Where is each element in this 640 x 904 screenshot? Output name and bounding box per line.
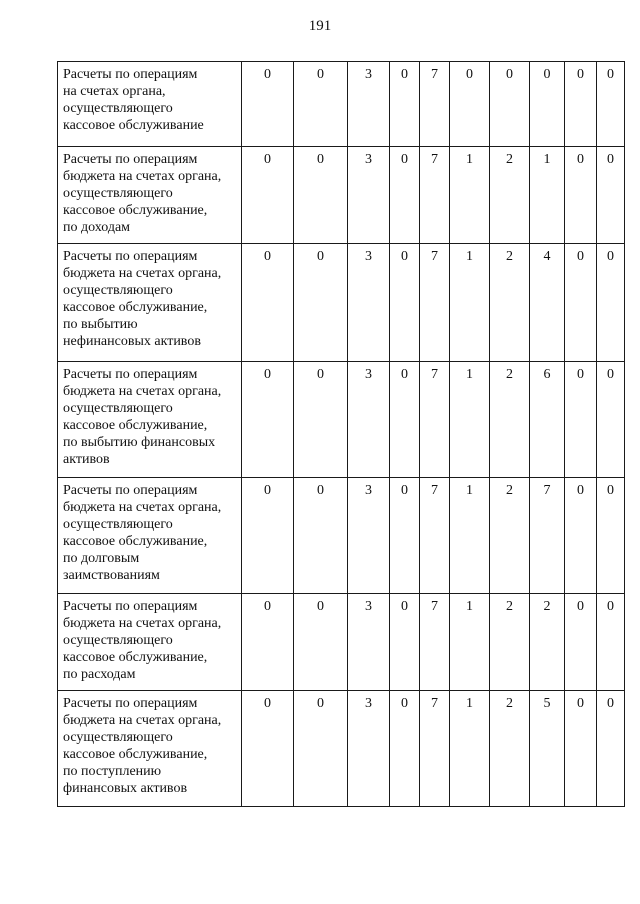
account-code-digit-cell: 0 [597, 244, 625, 362]
account-code-digit-cell: 0 [294, 244, 348, 362]
account-description-line: кассовое обслуживание, [63, 418, 208, 433]
account-description-cell [58, 244, 242, 362]
account-code-digit-cell: 0 [597, 691, 625, 807]
account-code-digit-cell: 2 [490, 478, 530, 594]
account-description-line: Расчеты по операциям [63, 696, 198, 711]
account-code-digit-cell: 0 [565, 62, 597, 147]
account-code-digit-cell: 0 [242, 244, 294, 362]
account-code-digit-cell: 3 [348, 594, 390, 691]
account-code-digit-cell: 0 [565, 594, 597, 691]
account-description-line: кассовое обслуживание, [63, 203, 208, 218]
account-code-digit-cell: 7 [420, 244, 450, 362]
table-row [58, 147, 625, 244]
account-code-digit-cell: 1 [450, 478, 490, 594]
account-code-digit-cell: 0 [294, 62, 348, 147]
account-description-line: кассовое обслуживание, [63, 747, 208, 762]
account-description-line: по поступлению [63, 764, 162, 779]
account-description-line: бюджета на счетах органа, [63, 169, 222, 184]
account-code-digit-cell: 5 [530, 691, 565, 807]
account-description-line: активов [63, 452, 110, 467]
account-code-digit-cell: 0 [597, 478, 625, 594]
account-code-digit-cell: 0 [390, 691, 420, 807]
account-code-digit-cell: 0 [597, 594, 625, 691]
account-code-digit-cell: 7 [420, 594, 450, 691]
account-code-digit-cell: 3 [348, 244, 390, 362]
account-code-digit-cell: 0 [242, 594, 294, 691]
account-code-digit-cell: 0 [294, 478, 348, 594]
account-code-digit-cell: 0 [597, 147, 625, 244]
account-code-digit-cell: 2 [490, 691, 530, 807]
account-code-digit-cell: 1 [450, 362, 490, 478]
account-description-cell [58, 594, 242, 691]
account-description-line: осуществляющего [63, 517, 173, 532]
account-description-line: финансовых активов [63, 781, 188, 796]
account-description-line: заимствованиям [63, 568, 160, 583]
account-code-digit-cell: 0 [490, 62, 530, 147]
account-code-digit-cell: 0 [242, 691, 294, 807]
account-description-cell [58, 62, 242, 147]
account-code-digit-cell: 0 [242, 147, 294, 244]
account-code-digit-cell: 3 [348, 62, 390, 147]
account-description-line: Расчеты по операциям [63, 483, 198, 498]
account-code-digit-cell: 2 [490, 594, 530, 691]
account-code-digit-cell: 7 [420, 62, 450, 147]
account-code-digit-cell: 0 [390, 147, 420, 244]
account-code-digit-cell: 1 [450, 691, 490, 807]
account-code-digit-cell: 0 [565, 362, 597, 478]
table-row [58, 362, 625, 478]
account-description-line: Расчеты по операциям [63, 367, 198, 382]
account-code-digit-cell: 0 [450, 62, 490, 147]
account-code-digit-cell: 0 [597, 362, 625, 478]
account-code-digit-cell: 2 [490, 244, 530, 362]
account-description-line: бюджета на счетах органа, [63, 384, 222, 399]
account-description-line: по доходам [63, 220, 131, 235]
account-code-digit-cell: 0 [294, 691, 348, 807]
account-description-line: Расчеты по операциям [63, 249, 198, 264]
table-row [58, 244, 625, 362]
table-row [58, 478, 625, 594]
account-code-digit-cell: 0 [294, 594, 348, 691]
account-code-digit-cell: 0 [390, 362, 420, 478]
account-description-line: осуществляющего [63, 101, 173, 116]
account-code-digit-cell: 0 [242, 362, 294, 478]
account-code-digit-cell: 0 [530, 62, 565, 147]
account-code-digit-cell: 0 [242, 478, 294, 594]
account-code-digit-cell: 0 [390, 478, 420, 594]
account-code-digit-cell: 2 [490, 362, 530, 478]
account-code-digit-cell: 1 [450, 594, 490, 691]
account-description-line: по выбытию финансовых [63, 435, 216, 450]
account-description-line: Расчеты по операциям [63, 152, 198, 167]
account-description-line: кассовое обслуживание, [63, 300, 208, 315]
table-row [58, 594, 625, 691]
account-code-digit-cell: 7 [420, 478, 450, 594]
account-code-digit-cell: 0 [294, 147, 348, 244]
account-code-digit-cell: 1 [450, 244, 490, 362]
table-row [58, 62, 625, 147]
account-code-digit-cell: 0 [565, 478, 597, 594]
account-description-line: осуществляющего [63, 730, 173, 745]
page-number: 191 [308, 18, 332, 34]
account-code-digit-cell: 7 [420, 362, 450, 478]
account-code-digit-cell: 1 [450, 147, 490, 244]
account-description-line: бюджета на счетах органа, [63, 266, 222, 281]
account-description-line: Расчеты по операциям [63, 67, 198, 82]
account-description-line: нефинансовых активов [63, 334, 201, 349]
account-code-digit-cell: 6 [530, 362, 565, 478]
accounts-table-body [58, 62, 625, 807]
account-description-line: по долговым [63, 551, 140, 566]
account-description-line: кассовое обслуживание, [63, 534, 208, 549]
account-code-digit-cell: 0 [565, 244, 597, 362]
account-code-digit-cell: 1 [530, 147, 565, 244]
account-code-digit-cell: 4 [530, 244, 565, 362]
account-code-digit-cell: 7 [420, 147, 450, 244]
account-description-line: на счетах органа, [63, 84, 166, 99]
account-code-digit-cell: 0 [390, 244, 420, 362]
account-description-line: по расходам [63, 667, 136, 682]
account-code-digit-cell: 3 [348, 362, 390, 478]
account-description-line: кассовое обслуживание [63, 118, 204, 133]
table-row [58, 691, 625, 807]
account-description-line: осуществляющего [63, 633, 173, 648]
account-description-cell [58, 362, 242, 478]
account-description-line: кассовое обслуживание, [63, 650, 208, 665]
account-code-digit-cell: 7 [530, 478, 565, 594]
account-description-line: бюджета на счетах органа, [63, 500, 222, 515]
account-description-cell [58, 478, 242, 594]
account-code-digit-cell: 0 [390, 62, 420, 147]
account-description-cell [58, 691, 242, 807]
account-code-digit-cell: 3 [348, 691, 390, 807]
account-code-digit-cell: 2 [490, 147, 530, 244]
account-code-digit-cell: 0 [565, 691, 597, 807]
accounts-table [57, 61, 625, 807]
account-code-digit-cell: 0 [565, 147, 597, 244]
account-code-digit-cell: 0 [390, 594, 420, 691]
account-code-digit-cell: 0 [597, 62, 625, 147]
account-description-line: по выбытию [63, 317, 138, 332]
account-description-line: осуществляющего [63, 186, 173, 201]
account-code-digit-cell: 7 [420, 691, 450, 807]
account-description-line: бюджета на счетах органа, [63, 713, 222, 728]
account-description-line: бюджета на счетах органа, [63, 616, 222, 631]
account-code-digit-cell: 0 [242, 62, 294, 147]
account-description-line: Расчеты по операциям [63, 599, 198, 614]
account-description-cell [58, 147, 242, 244]
account-code-digit-cell: 3 [348, 478, 390, 594]
account-code-digit-cell: 0 [294, 362, 348, 478]
account-description-line: осуществляющего [63, 401, 173, 416]
account-code-digit-cell: 2 [530, 594, 565, 691]
account-description-line: осуществляющего [63, 283, 173, 298]
account-code-digit-cell: 3 [348, 147, 390, 244]
